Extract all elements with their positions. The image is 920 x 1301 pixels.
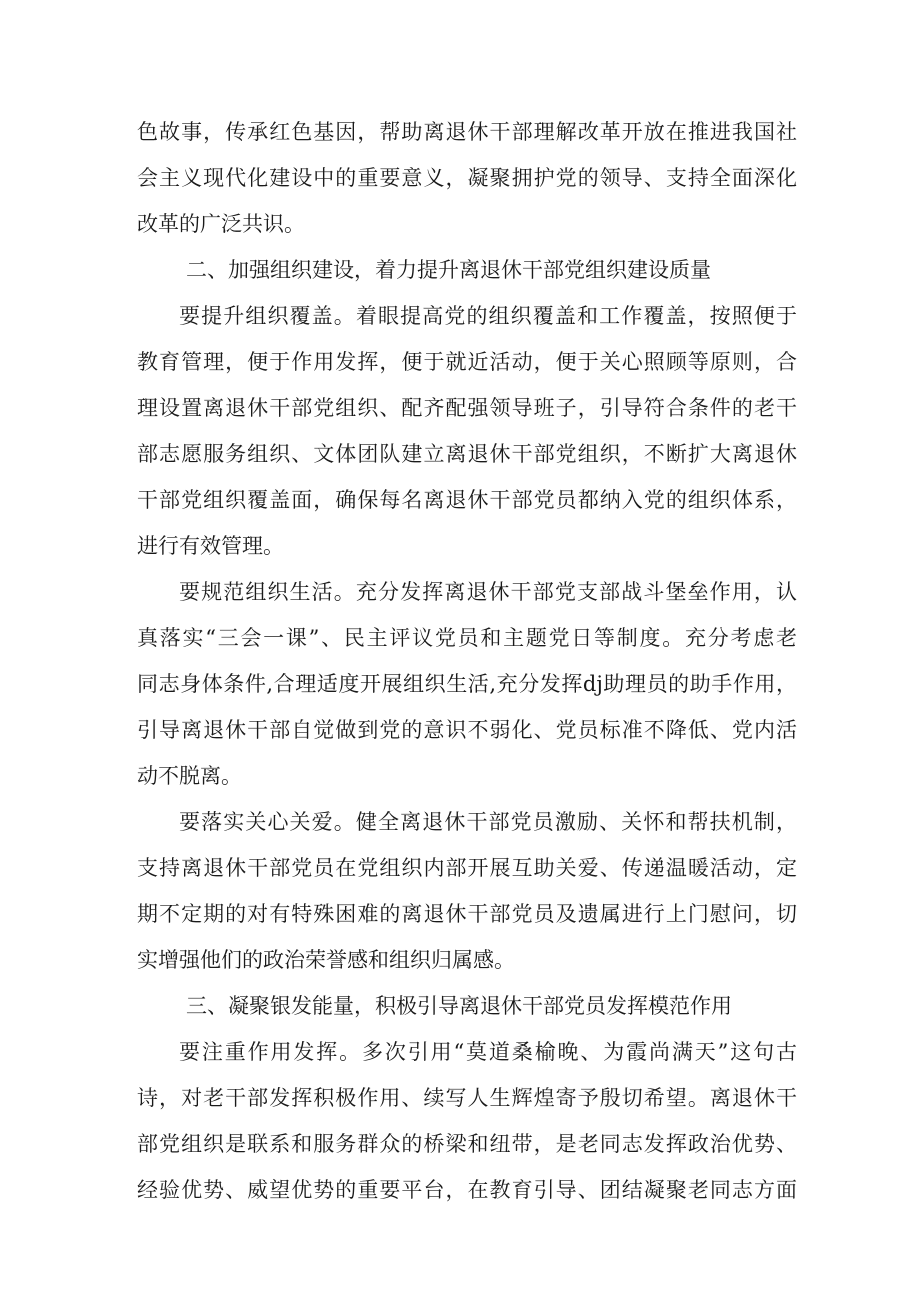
text-line: 支持离退休干部党员在党组织内部开展互助关爱、传递温暖活动，定 — [137, 856, 797, 880]
text-line: 会主义现代化建设中的重要意义，凝聚拥护党的领导、支持全面深化 — [137, 166, 797, 190]
text-line: 期不定期的对有特殊困难的离退休干部党员及遗属进行上门慰问，切 — [137, 902, 797, 926]
text-line: 引导离退休干部自觉做到党的意识不弱化、党员标准不降低、党内活 — [137, 718, 797, 742]
text-line: 动不脱离。 — [137, 764, 242, 788]
text-line: 理设置离退休干部党组织、配齐配强领导班子，引导符合条件的老干 — [137, 396, 797, 420]
text-line: 部党组织是联系和服务群众的桥梁和纽带，是老同志发挥政治优势、 — [137, 1132, 797, 1156]
text-line: 要规范组织生活。充分发挥离退休干部党支部战斗堡垒作用，认 — [179, 580, 797, 604]
text-line: 要落实关心关爱。健全离退休干部党员激励、关怀和帮扶机制， — [179, 810, 797, 834]
text-line: 要注重作用发挥。多次引用“莫道桑榆晚、为霞尚满天”这句古 — [179, 1040, 797, 1064]
text-line: 诗，对老干部发挥积极作用、续写人生辉煌寄予殷切希望。离退休干 — [137, 1086, 797, 1110]
text-line: 实增强他们的政治荣誉感和组织归属感。 — [137, 948, 515, 972]
text-line: 真落实“三会一课”、民主评议党员和主题党日等制度。充分考虑老 — [137, 626, 797, 650]
text-line: 干部党组织覆盖面，确保每名离退休干部党员都纳入党的组织体系， — [137, 488, 797, 512]
text-line: 经验优势、威望优势的重要平台，在教育引导、团结凝聚老同志方面 — [137, 1178, 797, 1202]
text-line: 色故事，传承红色基因，帮助离退休干部理解改革开放在推进我国社 — [137, 120, 797, 144]
text-line: 要提升组织覆盖。着眼提高党的组织覆盖和工作覆盖，按照便于 — [179, 304, 797, 328]
text-line: 改革的广泛共识。 — [137, 212, 305, 236]
section-heading-2: 二、加强组织建设，着力提升离退休干部党组织建设质量 — [186, 258, 711, 282]
text-line: 同志身体条件,合理适度开展组织生活,充分发挥dj助理员的助手作用， — [137, 672, 797, 696]
text-line: 部志愿服务组织、文体团队建立离退休干部党组织，不断扩大离退休 — [137, 442, 797, 466]
text-line: 进行有效管理。 — [137, 534, 284, 558]
section-heading-3: 三、凝聚银发能量，积极引导离退休干部党员发挥模范作用 — [186, 994, 732, 1018]
text-line: 教育管理，便于作用发挥，便于就近活动，便于关心照顾等原则，合 — [137, 350, 797, 374]
